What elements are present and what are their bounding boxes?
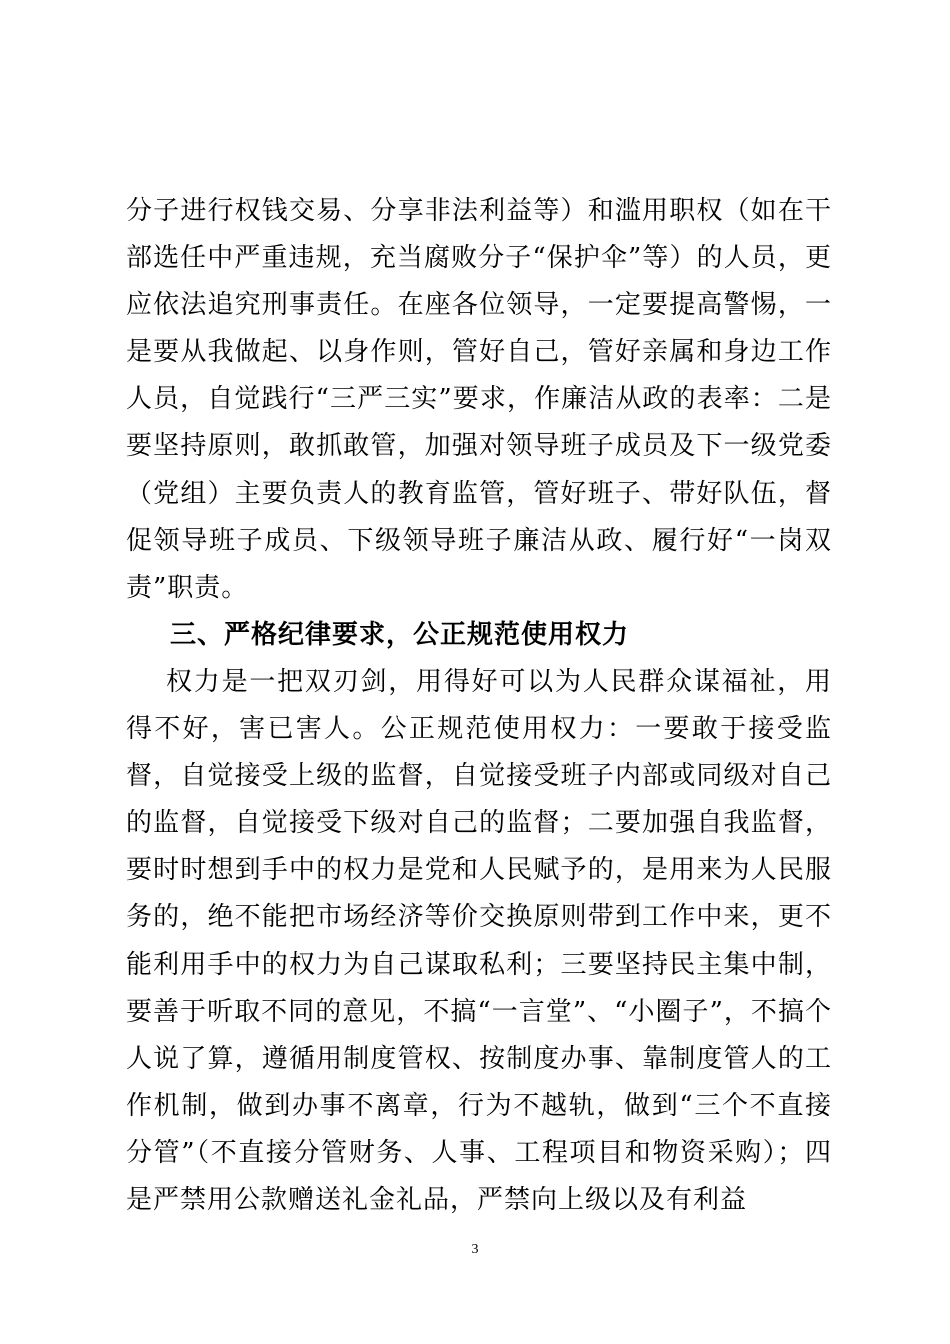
body-text	[126, 188, 832, 1224]
page-number: 3	[471, 1242, 479, 1257]
paragraph-continuation: 分子进行权钱交易、分享非法利益等）和滥用职权（如在干部选任中严重违规，充当腐败分子“保护伞”等）的人员，更应依法追究刑事责任。在座各位领导，一定要提高警惕，一是要从我做起、以身作则，管好自己，管好亲属和身边工作人员，自觉践行“三严三实”要求，作廉洁从政的表率：二是要坚持原则，敢抓敢管，加强对领导班子成员及下一级党委（党组）主要负责人的教育监管，管好班子、带好队伍，督促领导班子成员、下级领导班子廉洁从政、履行好“一岗双责”职责。	[126, 196, 832, 603]
section-heading: 三、严格纪律要求，公正规范使用权力	[170, 619, 630, 650]
paragraph-power: 权力是一把双刃剑，用得好可以为人民群众谋福祉，用得不好，害已害人。公正规范使用权力：一要敢于接受监督，自觉接受上级的监督，自觉接受班子内部或同级对自己的监督，自觉接受下级对自己的监督；二要加强自我监督，要时时想到手中的权力是党和人民赋予的，是用来为人民服务的，绝不能把市场经济等价交换原则带到工作中来，更不能利用手中的权力为自己谋取私利；三要坚持民主集中制，要善于听取不同的意见，不搞“一言堂”、“小圈子”，不搞个人说了算，遵循用制度管权、按制度办事、靠制度管人的工作机制，做到办事不离章，行为不越轨，做到“三个不直接分管”（不直接分管财务、人事、工程项目和物资采购）；四是严禁用公款赠送礼金礼品，严禁向上级以及有利益	[126, 666, 832, 1215]
